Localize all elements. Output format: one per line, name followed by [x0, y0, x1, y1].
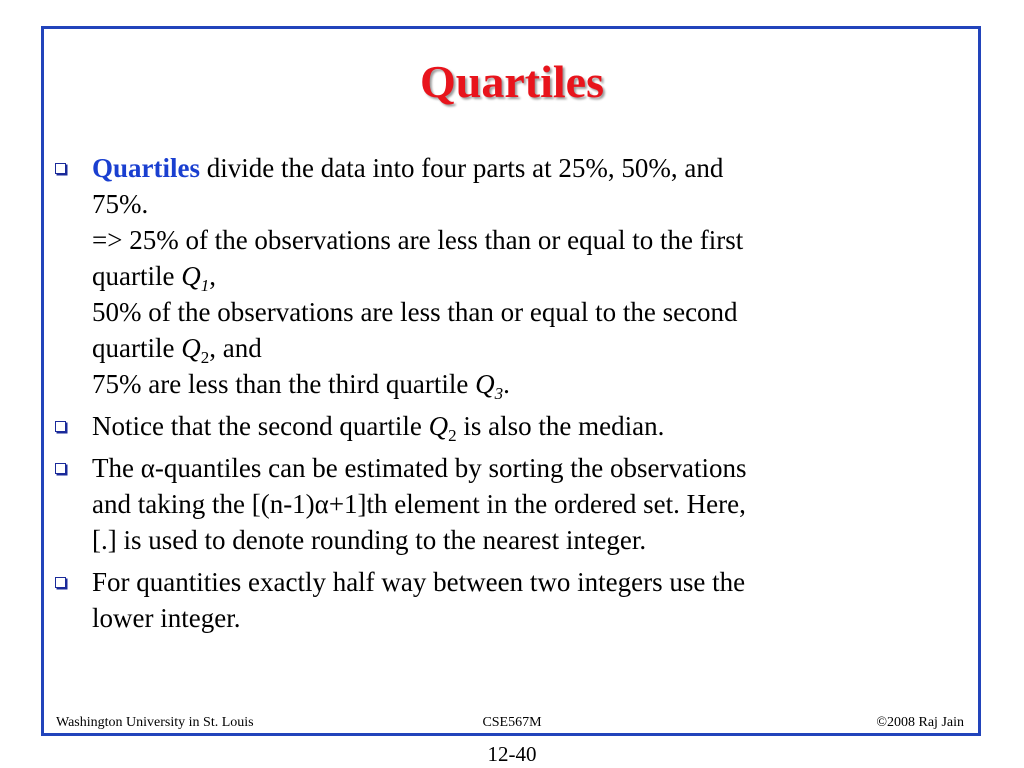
- bullet-line: => 25% of the observations are less than or equal to the first: [92, 225, 744, 255]
- q2-symbol: Q: [428, 411, 449, 441]
- bullet-line: [.] is used to denote rounding to the nearest integer.: [92, 525, 647, 555]
- square-bullet-icon: [55, 577, 66, 588]
- bullet-item: [52, 150, 942, 402]
- bullet-line: 50% of the observations are less than or equal to the second: [92, 297, 738, 327]
- bullet-item: [52, 564, 942, 636]
- bullet-list: [52, 150, 942, 642]
- q3-symbol: Q: [475, 369, 495, 399]
- square-bullet-icon: [55, 163, 66, 174]
- bullet-line: quartile $Q_1$,: [92, 261, 216, 295]
- square-bullet-icon: [55, 421, 66, 432]
- q2-symbol: Q: [181, 333, 201, 363]
- bullet-line: 75%.: [92, 189, 149, 219]
- bullet-item: [52, 408, 942, 444]
- keyword-quartiles: Quartiles: [92, 153, 200, 183]
- bullet-line: and taking the [(n-1)α+1]th element in the ordered set. Here,: [92, 489, 746, 519]
- q1-symbol: Q: [181, 261, 201, 291]
- footer-copyright: ©2008 Raj Jain: [876, 715, 964, 730]
- slide-title: Quartiles: [420, 56, 604, 107]
- bullet-line: 75% are less than the third quartile $Q_3$.: [92, 369, 510, 403]
- bullet-line: quartile $Q_2$, and: [92, 333, 262, 367]
- page-number: 12-40: [487, 742, 537, 766]
- footer-course: CSE567M: [482, 715, 542, 730]
- footer-institution: Washington University in St. Louis: [56, 715, 254, 730]
- bullet-line: Quartiles divide the data into four parts at 25%, 50%, and: [92, 153, 724, 183]
- bullet-line: For quantities exactly half way between two integers use the: [92, 567, 746, 597]
- bullet-line: lower integer.: [92, 603, 241, 633]
- square-bullet-icon: [55, 463, 66, 474]
- bullet-line: The α-quantiles can be estimated by sorting the observations: [92, 453, 747, 483]
- bullet-line: Notice that the second quartile $Q_2$ is also the median.: [92, 411, 665, 445]
- bullet-item: [52, 450, 942, 558]
